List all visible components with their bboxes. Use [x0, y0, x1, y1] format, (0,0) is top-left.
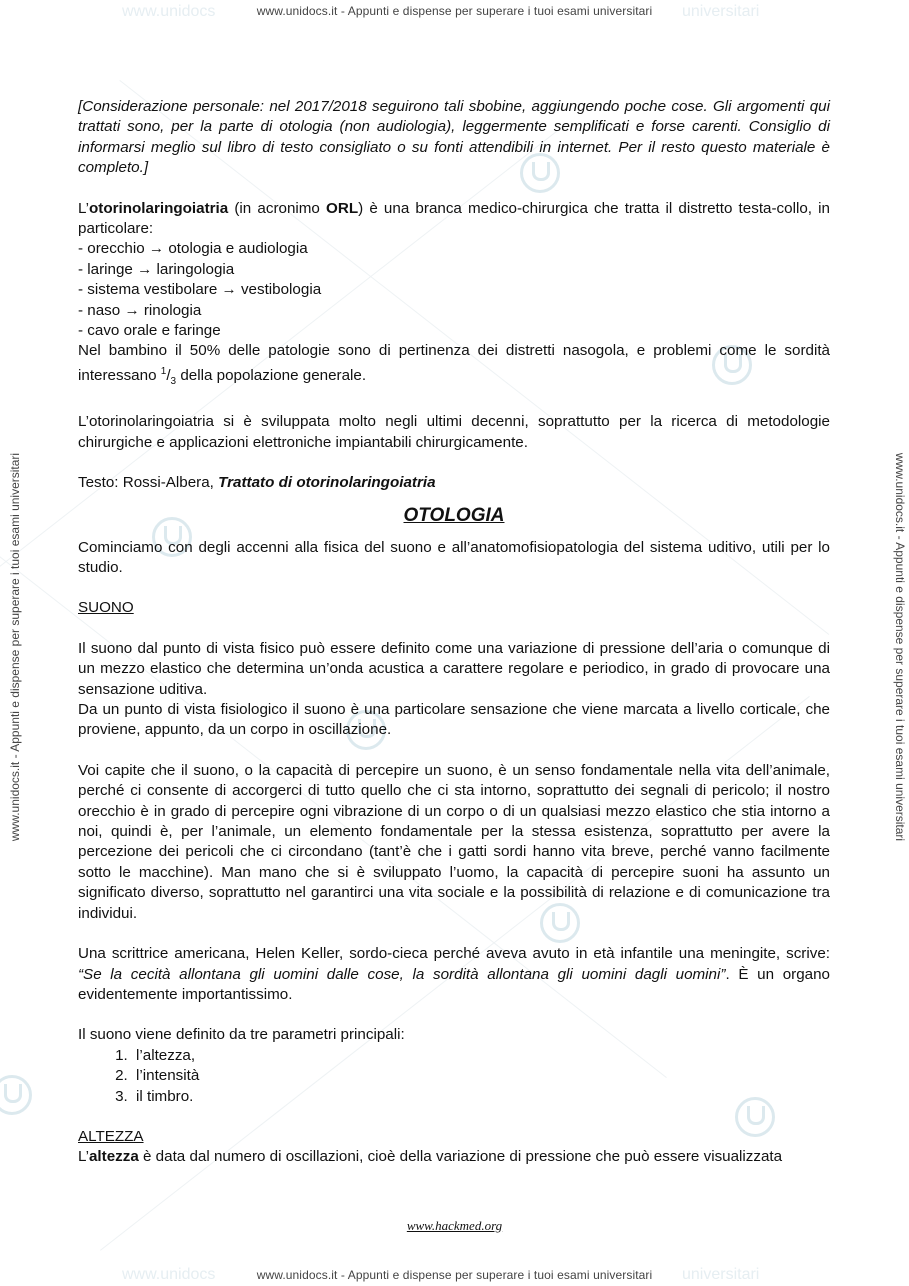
params-list [78, 1046, 830, 1107]
suono-heading: SUONO [78, 599, 134, 617]
history-paragraph: L’otorinolaringoiatria si è sviluppata molto negli ultimi decenni, soprattutto per la ricerca di metodologie chirurgiche e applicazioni elettroniche impiantabili chirurgicamente. [78, 413, 830, 451]
altezza-heading: ALTEZZA [78, 1127, 144, 1145]
list-item: - cavo orale e faringe [78, 322, 221, 340]
list-item: - sistema vestibolare → vestibologia [78, 281, 322, 299]
keller-paragraph: Una scrittrice americana, Helen Keller, sordo-cieca perché aveva avuto in età infantile una meningite, scrive: “Se la cecità allontana gli uomini dalle cose, la sordità allontana gli uomini dagli uomini”. È un organo evidentemente importantissimo. [78, 945, 830, 1003]
list-item: 2. l’intensità [132, 1066, 830, 1086]
section-title: OTOLOGIA [403, 504, 505, 526]
arrow-icon: → [148, 240, 165, 258]
orl-acronym: ORL [326, 199, 359, 217]
suono-paragraph-1: Il suono dal punto di vista fisico può essere definito come una variazione di pressione dell’aria o comunque di un mezzo elastico che determina un’onda acustica a carattere regolare e periodico, in grado di provocare una sensazione uditiva. [78, 639, 830, 698]
watermark-ghost-text: universitari [682, 3, 760, 20]
orl-definition: L’otorinolaringoiatria (in acronimo ORL) è una branca medico-chirurgica che tratta il distretto testa-collo, in particolare: [78, 199, 830, 238]
book-title: Trattato di otorinolaringoiatria [218, 474, 436, 492]
list-item: 3. il timbro. [132, 1087, 830, 1107]
watermark-ghost-text: www.unidocs [122, 3, 216, 20]
suono-paragraph-3: Voi capite che il suono, o la capacità di percepire un suono, è un senso fondamentale nella vita dell’animale, perché ci consente di accorgerci di tutto quello che ci sta intorno, soprattutto dei segnali di pericolo; il nostro orecchio è in grado di percepire ogni vibrazione di un corpo o di un qualsiasi mezzo elastico che stia intorno a noi, quindi è, per l’animale, un elemento fondamentale per la stessa esistenza, soprattutto per avere la percezione dei pericoli che ci circondano (tant’è che i gatti sordi hanno vita breve, perché vanno facilmente sotto le macchine). Man mano che si è sviluppato l’uomo, la capacità di percepire suoni ha assunto un significato diverso, soprattutto nel garantirci una vita sociale e la possibilità di relazione e di comunicazione tra individui. [78, 761, 830, 922]
arrow-icon: → [221, 281, 237, 299]
watermark-bottom: www.unidocs.it - Appunti e dispense per superare i tuoi esami universitari [256, 1268, 653, 1282]
list-item: 1. l’altezza, [132, 1046, 830, 1066]
keller-quote: “Se la cecità allontana gli uomini dalle cose, la sordità allontana gli uomini dagli uomini” [78, 965, 726, 983]
child-paragraph: Nel bambino il 50% delle patologie sono di pertinenza dei distretti nasogola, e problemi come le sordità interessano $^1/_3$ della popolazione generale. [78, 342, 830, 387]
arrow-icon: → [137, 260, 153, 278]
altezza-paragraph: L’altezza è data dal numero di oscillazioni, cioè della variazione di pressione che può essere visualizzata [78, 1148, 783, 1166]
intro-note: [Considerazione personale: nel 2017/2018 seguirono tali sbobine, aggiungendo poche cose. Gli argomenti qui trattati sono, per la parte di otologia (non audiologia), leggermente semplificati e forse carenti. Consiglio di informarsi meglio sul libro di testo consigliato o su fonti attendibili in internet. Per il resto questo materiale è completo.] [78, 98, 830, 177]
watermark-left: www.unidocs.it - Appunti e dispense per superare i tuoi esami universitari [8, 452, 22, 842]
list-item: - naso → rinologia [78, 301, 202, 319]
watermark-ghost-text: www.unidocs [122, 1266, 216, 1283]
arrow-icon: → [124, 301, 140, 319]
document-page [78, 97, 830, 1168]
orl-list [78, 239, 830, 341]
list-item: - laringe → laringologia [78, 260, 235, 278]
watermark-top: www.unidocs.it - Appunti e dispense per superare i tuoi esami universitari [256, 4, 653, 18]
watermark-ghost-text: universitari [682, 1266, 760, 1283]
watermark-right: www.unidocs.it - Appunti e dispense per superare i tuoi esami universitari [893, 452, 907, 842]
list-item: - orecchio → otologia e audiologia [78, 240, 308, 258]
text-reference: Testo: Rossi-Albera, Trattato di otorinolaringoiatria [78, 474, 436, 492]
footer-link[interactable]: www.hackmed.org [406, 1218, 503, 1233]
unidocs-logo-icon [0, 1075, 32, 1115]
suono-paragraph-2: Da un punto di vista fisiologico il suono è una particolare sensazione che viene marcata a livello corticale, che proviene, appunto, da un corpo in oscillazione. [78, 701, 830, 739]
otologia-intro: Cominciamo con degli accenni alla fisica del suono e all’anatomofisiopatologia del sistema uditivo, utili per lo studio. [78, 538, 830, 576]
params-intro: Il suono viene definito da tre parametri principali: [78, 1026, 405, 1044]
orl-term: otorinolaringoiatria [88, 199, 229, 217]
